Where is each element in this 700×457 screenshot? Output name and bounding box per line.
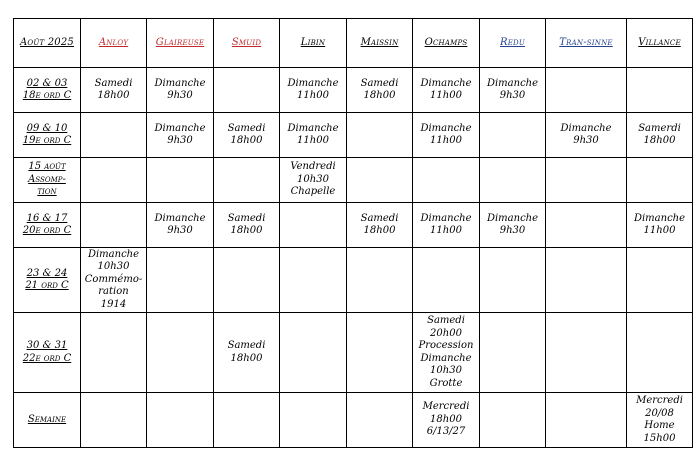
table-row bbox=[14, 393, 693, 448]
schedule-cell bbox=[480, 68, 546, 113]
column-header-transinne: Tran-sinne bbox=[546, 19, 627, 68]
row-label-line: 22e ord C bbox=[22, 352, 72, 364]
row-label-line: Assomp- bbox=[28, 173, 66, 185]
row-label-line: 16 & 17 bbox=[26, 212, 68, 224]
cell-line: Commémo- bbox=[84, 273, 143, 285]
schedule-cell bbox=[147, 313, 214, 393]
schedule-cell bbox=[147, 113, 214, 158]
table-row bbox=[14, 248, 693, 313]
schedule-cell bbox=[147, 248, 214, 313]
cell-line: 9h30 bbox=[499, 225, 526, 236]
row-label-line: 23 & 24 bbox=[26, 267, 68, 279]
column-header-libin: Libin bbox=[280, 19, 347, 68]
schedule-cell bbox=[627, 393, 693, 448]
cell-line: Dimanche bbox=[287, 122, 339, 134]
schedule-cell bbox=[480, 248, 546, 313]
schedule-cell bbox=[413, 68, 480, 113]
cell-line: Vendredi bbox=[290, 161, 336, 173]
table-title: Août 2025 bbox=[14, 19, 81, 68]
schedule-cell bbox=[627, 248, 693, 313]
cell-line: Dimanche bbox=[420, 212, 472, 224]
row-label bbox=[14, 203, 81, 248]
cell-line: Dimanche bbox=[486, 212, 539, 224]
schedule-cell bbox=[280, 158, 347, 203]
cell-line: Samedi bbox=[227, 212, 266, 224]
schedule-cell bbox=[347, 68, 413, 113]
row-label-line: 02 & 03 bbox=[26, 77, 68, 89]
schedule-cell bbox=[627, 313, 693, 393]
schedule-cell bbox=[347, 113, 413, 158]
cell-line: Home bbox=[644, 420, 675, 431]
cell-line: Mercredi bbox=[422, 401, 470, 413]
schedule-cell bbox=[81, 313, 147, 393]
schedule-cell bbox=[546, 203, 627, 248]
row-label bbox=[14, 248, 81, 313]
cell-line: 1914 bbox=[100, 298, 127, 310]
cell-line: Chapelle bbox=[290, 186, 336, 198]
cell-line: Dimanche bbox=[154, 77, 206, 89]
schedule-cell bbox=[147, 68, 214, 113]
schedule-cell bbox=[413, 158, 480, 203]
cell-line: 11h00 bbox=[297, 135, 329, 146]
schedule-cell bbox=[81, 68, 147, 113]
cell-line: 10h30 bbox=[297, 173, 329, 185]
cell-line: Dimanche bbox=[287, 77, 339, 89]
cell-line: 11h00 bbox=[430, 225, 462, 236]
schedule-cell bbox=[413, 393, 480, 448]
schedule-cell bbox=[214, 313, 280, 393]
column-header-redu: Redu bbox=[480, 19, 546, 68]
cell-line: 6/13/27 bbox=[426, 426, 466, 438]
cell-line: Dimanche bbox=[420, 352, 472, 364]
schedule-cell bbox=[627, 68, 693, 113]
cell-line: 15h00 bbox=[643, 432, 676, 444]
row-label bbox=[14, 113, 81, 158]
cell-line: 18h00 bbox=[363, 90, 396, 101]
cell-line: 18h00 bbox=[643, 135, 676, 146]
cell-line: Dimanche bbox=[154, 212, 206, 224]
cell-line: 18h00 bbox=[97, 90, 130, 101]
column-header-glaireuse: Glaireuse bbox=[147, 19, 214, 68]
cell-line: Mercredi bbox=[636, 395, 683, 406]
schedule-cell bbox=[480, 113, 546, 158]
schedule-cell bbox=[81, 248, 147, 313]
schedule-cell bbox=[214, 113, 280, 158]
schedule-cell bbox=[214, 393, 280, 448]
cell-line: Samedi bbox=[227, 122, 266, 134]
schedule-cell bbox=[280, 113, 347, 158]
row-label-line: 21 ord C bbox=[25, 280, 69, 291]
schedule-cell bbox=[480, 158, 546, 203]
schedule-cell bbox=[546, 393, 627, 448]
cell-line: 18h00 bbox=[230, 135, 263, 146]
cell-line: 11h00 bbox=[430, 90, 462, 101]
cell-line: 10h30 bbox=[97, 261, 130, 273]
cell-line: 9h30 bbox=[167, 135, 193, 146]
cell-line: Samedi bbox=[427, 315, 465, 326]
schedule-cell bbox=[413, 203, 480, 248]
schedule-cell bbox=[413, 248, 480, 313]
schedule-cell bbox=[627, 113, 693, 158]
cell-line: Dimanche bbox=[420, 77, 472, 89]
cell-line: Samedi bbox=[227, 340, 266, 351]
schedule-cell bbox=[413, 313, 480, 393]
row-label-line: tion bbox=[37, 186, 57, 198]
schedule-cell bbox=[280, 248, 347, 313]
schedule-cell bbox=[81, 203, 147, 248]
column-header-villance: Villance bbox=[627, 19, 693, 68]
cell-line: 18h00 bbox=[363, 225, 396, 236]
schedule-cell bbox=[280, 203, 347, 248]
row-label bbox=[14, 313, 81, 393]
schedule-cell bbox=[81, 393, 147, 448]
table-row bbox=[14, 203, 693, 248]
schedule-cell bbox=[280, 313, 347, 393]
cell-line: 10h30 bbox=[430, 365, 462, 376]
schedule-cell bbox=[480, 203, 546, 248]
row-label-line: 19e ord C bbox=[22, 135, 72, 146]
table-row bbox=[14, 313, 693, 393]
cell-line: Dimanche bbox=[486, 77, 539, 89]
schedule-cell bbox=[546, 158, 627, 203]
cell-line: Dimanche bbox=[87, 248, 140, 260]
schedule-cell bbox=[627, 203, 693, 248]
cell-line: 18h00 bbox=[230, 225, 263, 236]
row-label-line: Semaine bbox=[27, 413, 67, 425]
schedule-cell bbox=[347, 203, 413, 248]
row-label-line: 30 & 31 bbox=[26, 340, 68, 351]
cell-line: Samerdi bbox=[638, 122, 681, 134]
cell-line: 11h00 bbox=[297, 90, 329, 101]
schedule-cell bbox=[81, 113, 147, 158]
cell-line: ration bbox=[98, 286, 129, 298]
schedule-cell bbox=[546, 313, 627, 393]
cell-line: 18h00 bbox=[430, 413, 462, 425]
schedule-cell bbox=[214, 158, 280, 203]
row-label bbox=[14, 68, 81, 113]
schedule-cell bbox=[627, 158, 693, 203]
schedule-cell bbox=[480, 393, 546, 448]
mass-schedule-table bbox=[13, 18, 693, 448]
cell-line: Procession bbox=[418, 340, 474, 351]
cell-line: Dimanche bbox=[420, 122, 472, 134]
schedule-cell bbox=[147, 393, 214, 448]
schedule-cell bbox=[347, 158, 413, 203]
cell-line: Dimanche bbox=[560, 122, 612, 134]
cell-line: 9h30 bbox=[167, 90, 193, 101]
schedule-cell bbox=[214, 203, 280, 248]
table-row bbox=[14, 113, 693, 158]
schedule-cell bbox=[81, 158, 147, 203]
row-label bbox=[14, 393, 81, 448]
row-label bbox=[14, 158, 81, 203]
schedule-cell bbox=[347, 393, 413, 448]
cell-line: Samedi bbox=[360, 212, 399, 224]
schedule-cell bbox=[280, 393, 347, 448]
cell-line: Grotte bbox=[429, 377, 463, 389]
column-header-smuid: Smuid bbox=[214, 19, 280, 68]
schedule-cell bbox=[546, 113, 627, 158]
column-header-maissin: Maissin bbox=[347, 19, 413, 68]
row-label-line: 18e ord C bbox=[22, 90, 72, 101]
header-row bbox=[14, 19, 693, 68]
schedule-cell bbox=[280, 68, 347, 113]
cell-line: 9h30 bbox=[167, 225, 193, 236]
cell-line: Dimanche bbox=[633, 212, 686, 224]
row-label-line: 09 & 10 bbox=[26, 122, 68, 134]
cell-line: 9h30 bbox=[573, 135, 599, 146]
cell-line: Samedi bbox=[94, 77, 133, 89]
cell-line: 11h00 bbox=[430, 135, 462, 146]
schedule-cell bbox=[546, 248, 627, 313]
column-header-ochamps: Ochamps bbox=[413, 19, 480, 68]
schedule-cell bbox=[147, 158, 214, 203]
row-label-line: 20e ord C bbox=[22, 225, 72, 236]
table-row bbox=[14, 68, 693, 113]
schedule-cell bbox=[147, 203, 214, 248]
cell-line: 9h30 bbox=[499, 90, 526, 101]
schedule-cell bbox=[214, 248, 280, 313]
schedule-cell bbox=[347, 248, 413, 313]
schedule-cell bbox=[546, 68, 627, 113]
row-label-line: 15 août bbox=[28, 161, 66, 173]
schedule-cell bbox=[214, 68, 280, 113]
cell-line: 20h00 bbox=[430, 327, 462, 339]
schedule-cell bbox=[413, 113, 480, 158]
schedule-cell bbox=[480, 313, 546, 393]
cell-line: Samedi bbox=[360, 77, 399, 89]
cell-line: 20/08 bbox=[645, 407, 674, 419]
column-header-anloy: Anloy bbox=[81, 19, 147, 68]
schedule-cell bbox=[347, 313, 413, 393]
cell-line: Dimanche bbox=[154, 122, 206, 134]
cell-line: 11h00 bbox=[643, 225, 676, 236]
cell-line: 18h00 bbox=[230, 352, 263, 364]
table-row bbox=[14, 158, 693, 203]
